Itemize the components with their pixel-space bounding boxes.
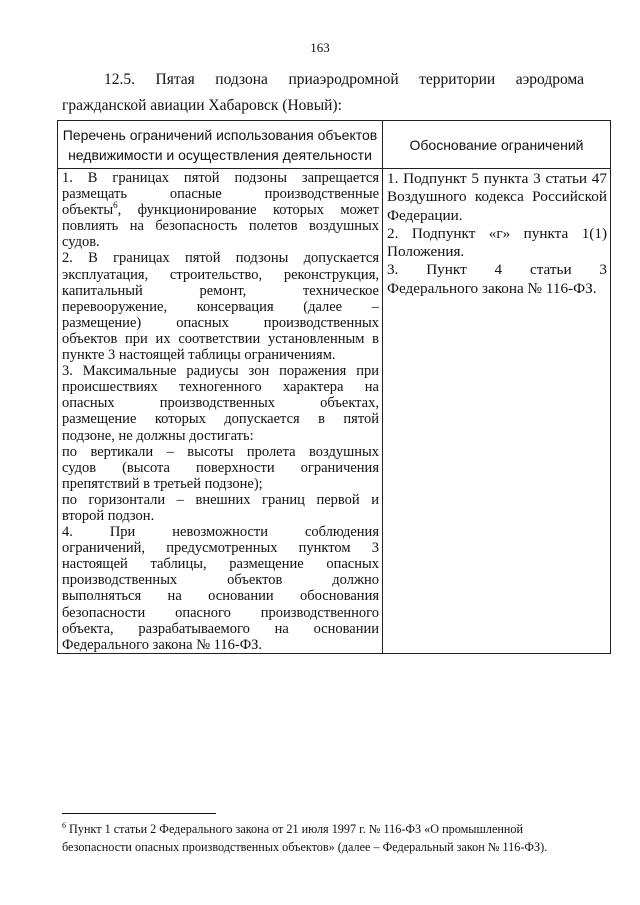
restriction-line: выполняться на основании обоснования xyxy=(62,588,379,605)
restriction-line: размещение) опасных производственных xyxy=(62,314,379,331)
restriction-line: Федерального закона № 116-ФЗ. xyxy=(62,636,263,653)
restrictions-cell xyxy=(58,169,383,654)
page-number: 163 xyxy=(310,40,330,55)
restriction-line: объекты$^6$, функционирование которых может xyxy=(62,200,379,219)
restrictions-table xyxy=(57,120,611,654)
restriction-line: подзоне, не должны достигать: xyxy=(62,427,254,444)
footnote xyxy=(62,820,592,856)
header-restrictions: Перечень ограничений использования объектов недвижимости и осуществления деятельности xyxy=(58,121,383,169)
restriction-line: повлиять на безопасность полетов воздушных xyxy=(62,218,379,235)
restriction-line: опасных производственных объектах, xyxy=(62,395,379,412)
restriction-line: безопасности опасного производственного xyxy=(62,604,379,621)
restriction-line: размещать опасные производственные xyxy=(62,186,379,203)
restriction-line: по вертикали – высоты пролета воздушных xyxy=(62,443,379,460)
restriction-line: судов. xyxy=(62,234,100,251)
restriction-line: объекта, разрабатываемого на основании xyxy=(62,620,379,637)
restriction-line: 2. В границах пятой подзоны допускается xyxy=(62,250,379,267)
restriction-line: происшествиях техногенного характера на xyxy=(62,379,379,396)
restriction-line: размещение которых допускается в пятой xyxy=(62,411,379,428)
restriction-line: 3. Максимальные радиусы зон поражения при xyxy=(62,363,379,380)
table-row xyxy=(58,169,611,654)
restriction-line: настоящей таблицы, размещение опасных xyxy=(62,556,379,573)
header-basis: Обоснование ограничений xyxy=(383,121,611,169)
restriction-line: капитальный ремонт, техническое xyxy=(62,282,379,299)
footnote-text: Пункт 1 статьи 2 Федерального закона от 21 июля 1997 г. № 116-ФЗ «О промышленной безопасности опасных производственных объектов» (далее – Федеральный закон № 116-ФЗ). xyxy=(62,822,548,854)
table-header-row xyxy=(58,121,611,169)
section-heading: 12.5. Пятая подзона приаэродромной территории аэродрома гражданской авиации Хабаровск (Новый): xyxy=(62,71,584,114)
restriction-line: по горизонтали – внешних границ первой и xyxy=(62,491,379,508)
basis-line: Федерации. xyxy=(387,206,463,224)
restriction-line: препятствий в третьей подзоне); xyxy=(62,475,263,492)
basis-line: Федерального закона № 116-ФЗ. xyxy=(387,279,597,297)
restriction-line: объектов при их соответствии установленным в xyxy=(62,330,379,347)
restriction-line: эксплуатация, строительство, реконструкция, xyxy=(62,266,379,283)
restriction-line: пункте 3 настоящей таблицы ограничениям. xyxy=(62,347,336,364)
restriction-line: производственных объектов должно xyxy=(62,572,379,589)
restriction-line: судов (высота поверхности ограничения xyxy=(62,459,379,476)
restriction-line: перевооружение, консервация (далее – xyxy=(62,298,379,315)
restriction-line: 1. В границах пятой подзоны запрещается xyxy=(62,170,379,186)
restriction-line: второй подзон. xyxy=(62,507,155,524)
footnote-reference[interactable]: 6 xyxy=(113,200,118,211)
footnote-divider xyxy=(62,813,216,814)
basis-list xyxy=(387,170,607,298)
basis-line: 3. Пункт 4 статьи 3 xyxy=(387,261,607,279)
basis-line: Положения. xyxy=(387,243,465,261)
basis-cell xyxy=(383,169,611,654)
basis-line: Воздушного кодекса Российской xyxy=(387,188,607,206)
restriction-line: ограничений, предусмотренных пунктом 3 xyxy=(62,540,379,557)
footnote-number: 6 xyxy=(62,820,66,830)
basis-line: 1. Подпункт 5 пункта 3 статьи 47 xyxy=(387,170,607,187)
basis-line: 2. Подпункт «г» пункта 1(1) xyxy=(387,224,607,242)
restriction-line: 4. При невозможности соблюдения xyxy=(62,524,379,541)
